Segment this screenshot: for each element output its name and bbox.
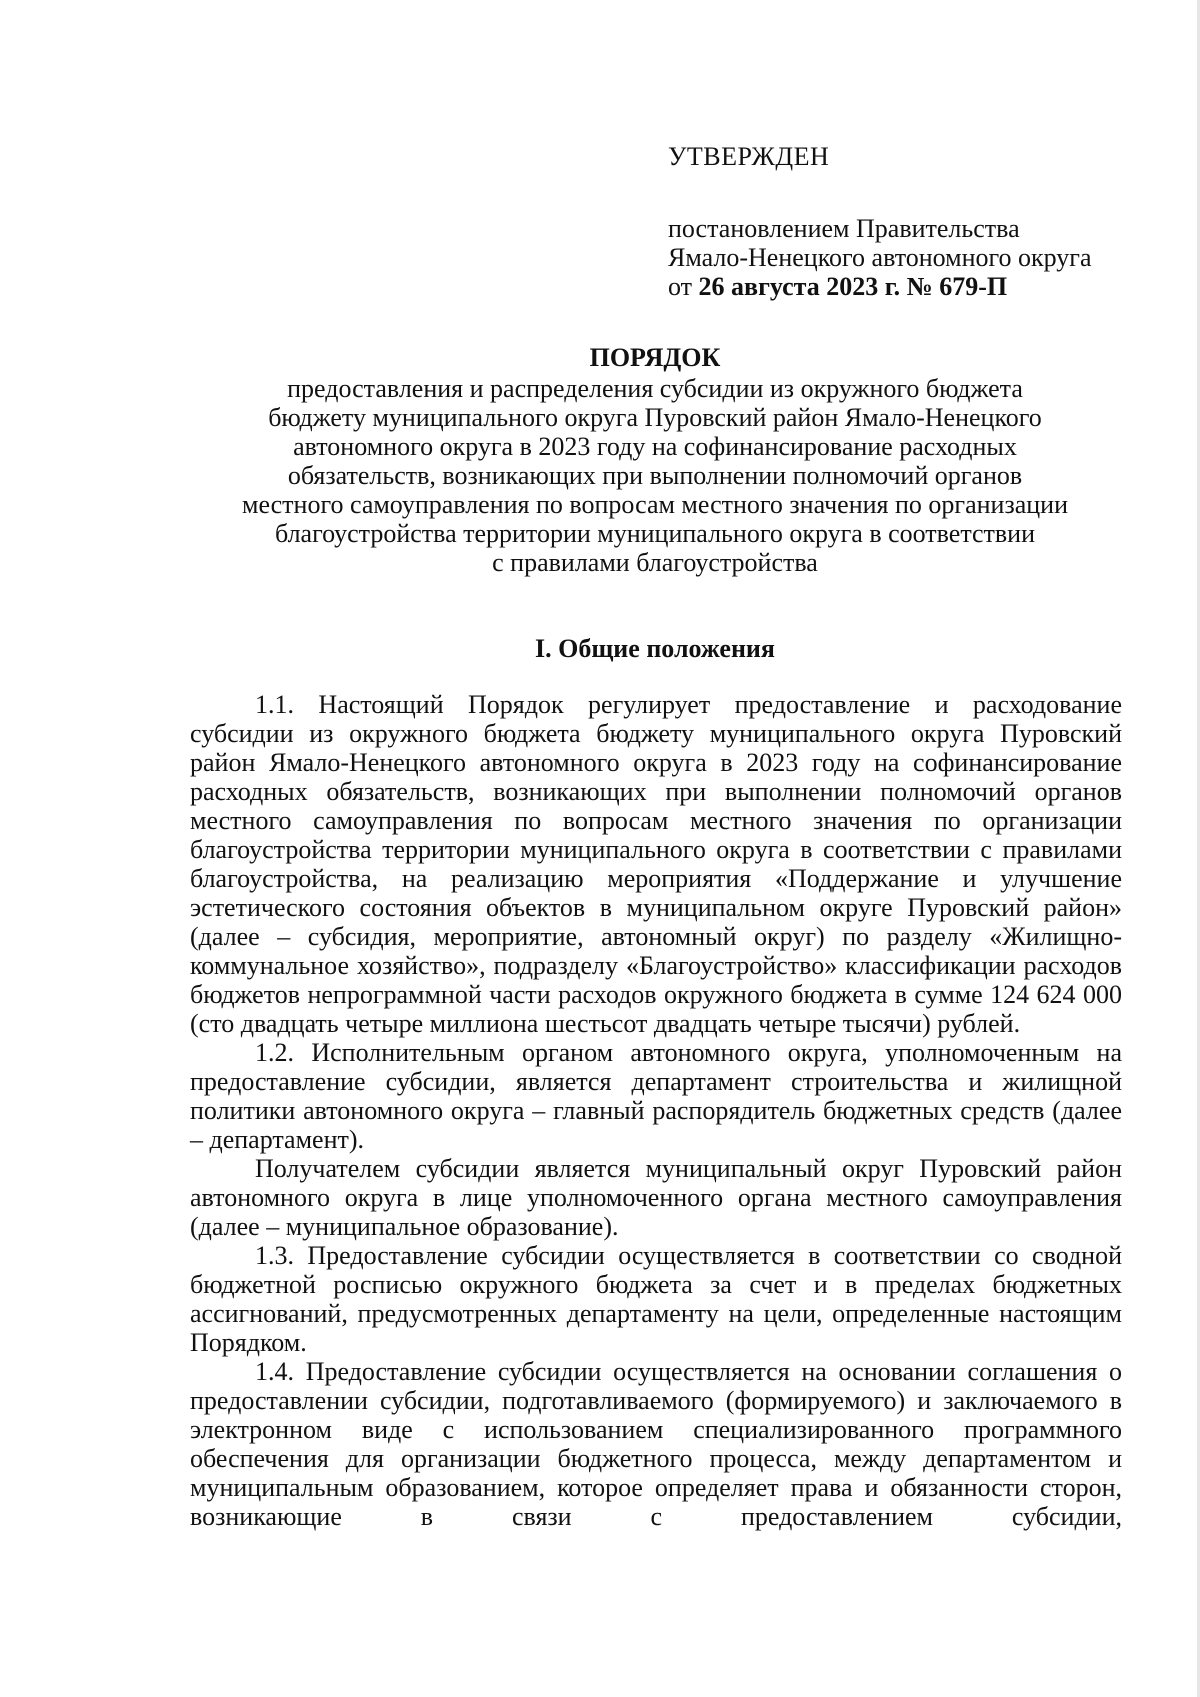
document-subtitle-line: бюджету муниципального округа Пуровский район Ямало-Ненецкого	[268, 403, 1042, 432]
document-subtitle-line: обязательств, возникающих при выполнении полномочий органов	[287, 461, 1023, 490]
document-subtitle-line: с правилами благоустройства	[492, 548, 818, 577]
paragraph-1-1: 1.1. Настоящий Порядок регулирует предоставление и расходование субсидии из окружного бюджета бюджету муниципального округа Пуровский район Ямало-Ненецкого автономного округа в 2023 году на софинансирование расходных обязательств, возникающих при выполнении полномочий органов местного самоуправления по вопросам местного значения по организации благоустройства территории муниципального округа в соответствии с правилами благоустройства, на реализацию мероприятия «Поддержание и улучшение эстетического состояния объектов в муниципальном округе Пуровский район» (далее – субсидия, мероприятие, автономный округ) по разделу «Жилищно-коммунальное хозяйство», подразделу «Благоустройство» классификации расходов бюджетов непрограммной части расходов окружного бюджета в сумме 124 624 000 (сто двадцать четыре миллиона шестьсот двадцать четыре тысячи) рублей.	[190, 690, 1122, 1038]
paragraph-1-2: 1.2. Исполнительным органом автономного округа, уполномоченным на предоставление субсидии, является департамент строительства и жилищной политики автономного округа – главный распорядитель бюджетных средств (далее – департамент).	[190, 1038, 1122, 1154]
document-subtitle-line: автономного округа в 2023 году на софинансирование расходных	[293, 432, 1017, 461]
document-title-block	[150, 343, 1160, 577]
section-heading: I. Общие положения	[535, 634, 775, 663]
paragraph-recipient: Получателем субсидии является муниципальный округ Пуровский район автономного округа в лице уполномоченного органа местного самоуправления (далее – муниципальное образование).	[190, 1154, 1122, 1241]
approval-date-number: 26 августа 2023 г. № 679-П	[698, 272, 1008, 301]
approval-date-line	[668, 272, 1148, 301]
approval-stamp	[668, 142, 1148, 301]
document-subtitle-line: местного самоуправления по вопросам местного значения по организации	[241, 490, 1068, 519]
approval-date-prefix: от	[668, 272, 699, 301]
approval-heading: УТВЕРЖДЕН	[668, 142, 830, 171]
paragraph-1-4: 1.4. Предоставление субсидии осуществляется на основании соглашения о предоставлении субсидии, подготавливаемого (формируемого) и заключаемого в электронном виде с использованием специализированного программного обеспечения для организации бюджетного процесса, между департаментом и муниципальным образованием, которое определяет права и обязанности сторон, возникающие в связи с предоставлением субсидии,	[190, 1357, 1122, 1531]
approval-line-1: постановлением Правительства	[668, 214, 1020, 243]
document-subtitle-line: предоставления и распределения субсидии из окружного бюджета	[287, 374, 1023, 403]
document-subtitle-line: благоустройства территории муниципального округа в соответствии	[274, 519, 1036, 548]
paragraph-1-3: 1.3. Предоставление субсидии осуществляется в соответствии со сводной бюджетной росписью окружного бюджета за счет и в пределах бюджетных ассигнований, предусмотренных департаменту на цели, определенные настоящим Порядком.	[190, 1241, 1122, 1357]
document-title: ПОРЯДОК	[589, 343, 721, 372]
section-body	[190, 690, 1122, 1531]
approval-line-2: Ямало-Ненецкого автономного округа	[668, 243, 1092, 272]
